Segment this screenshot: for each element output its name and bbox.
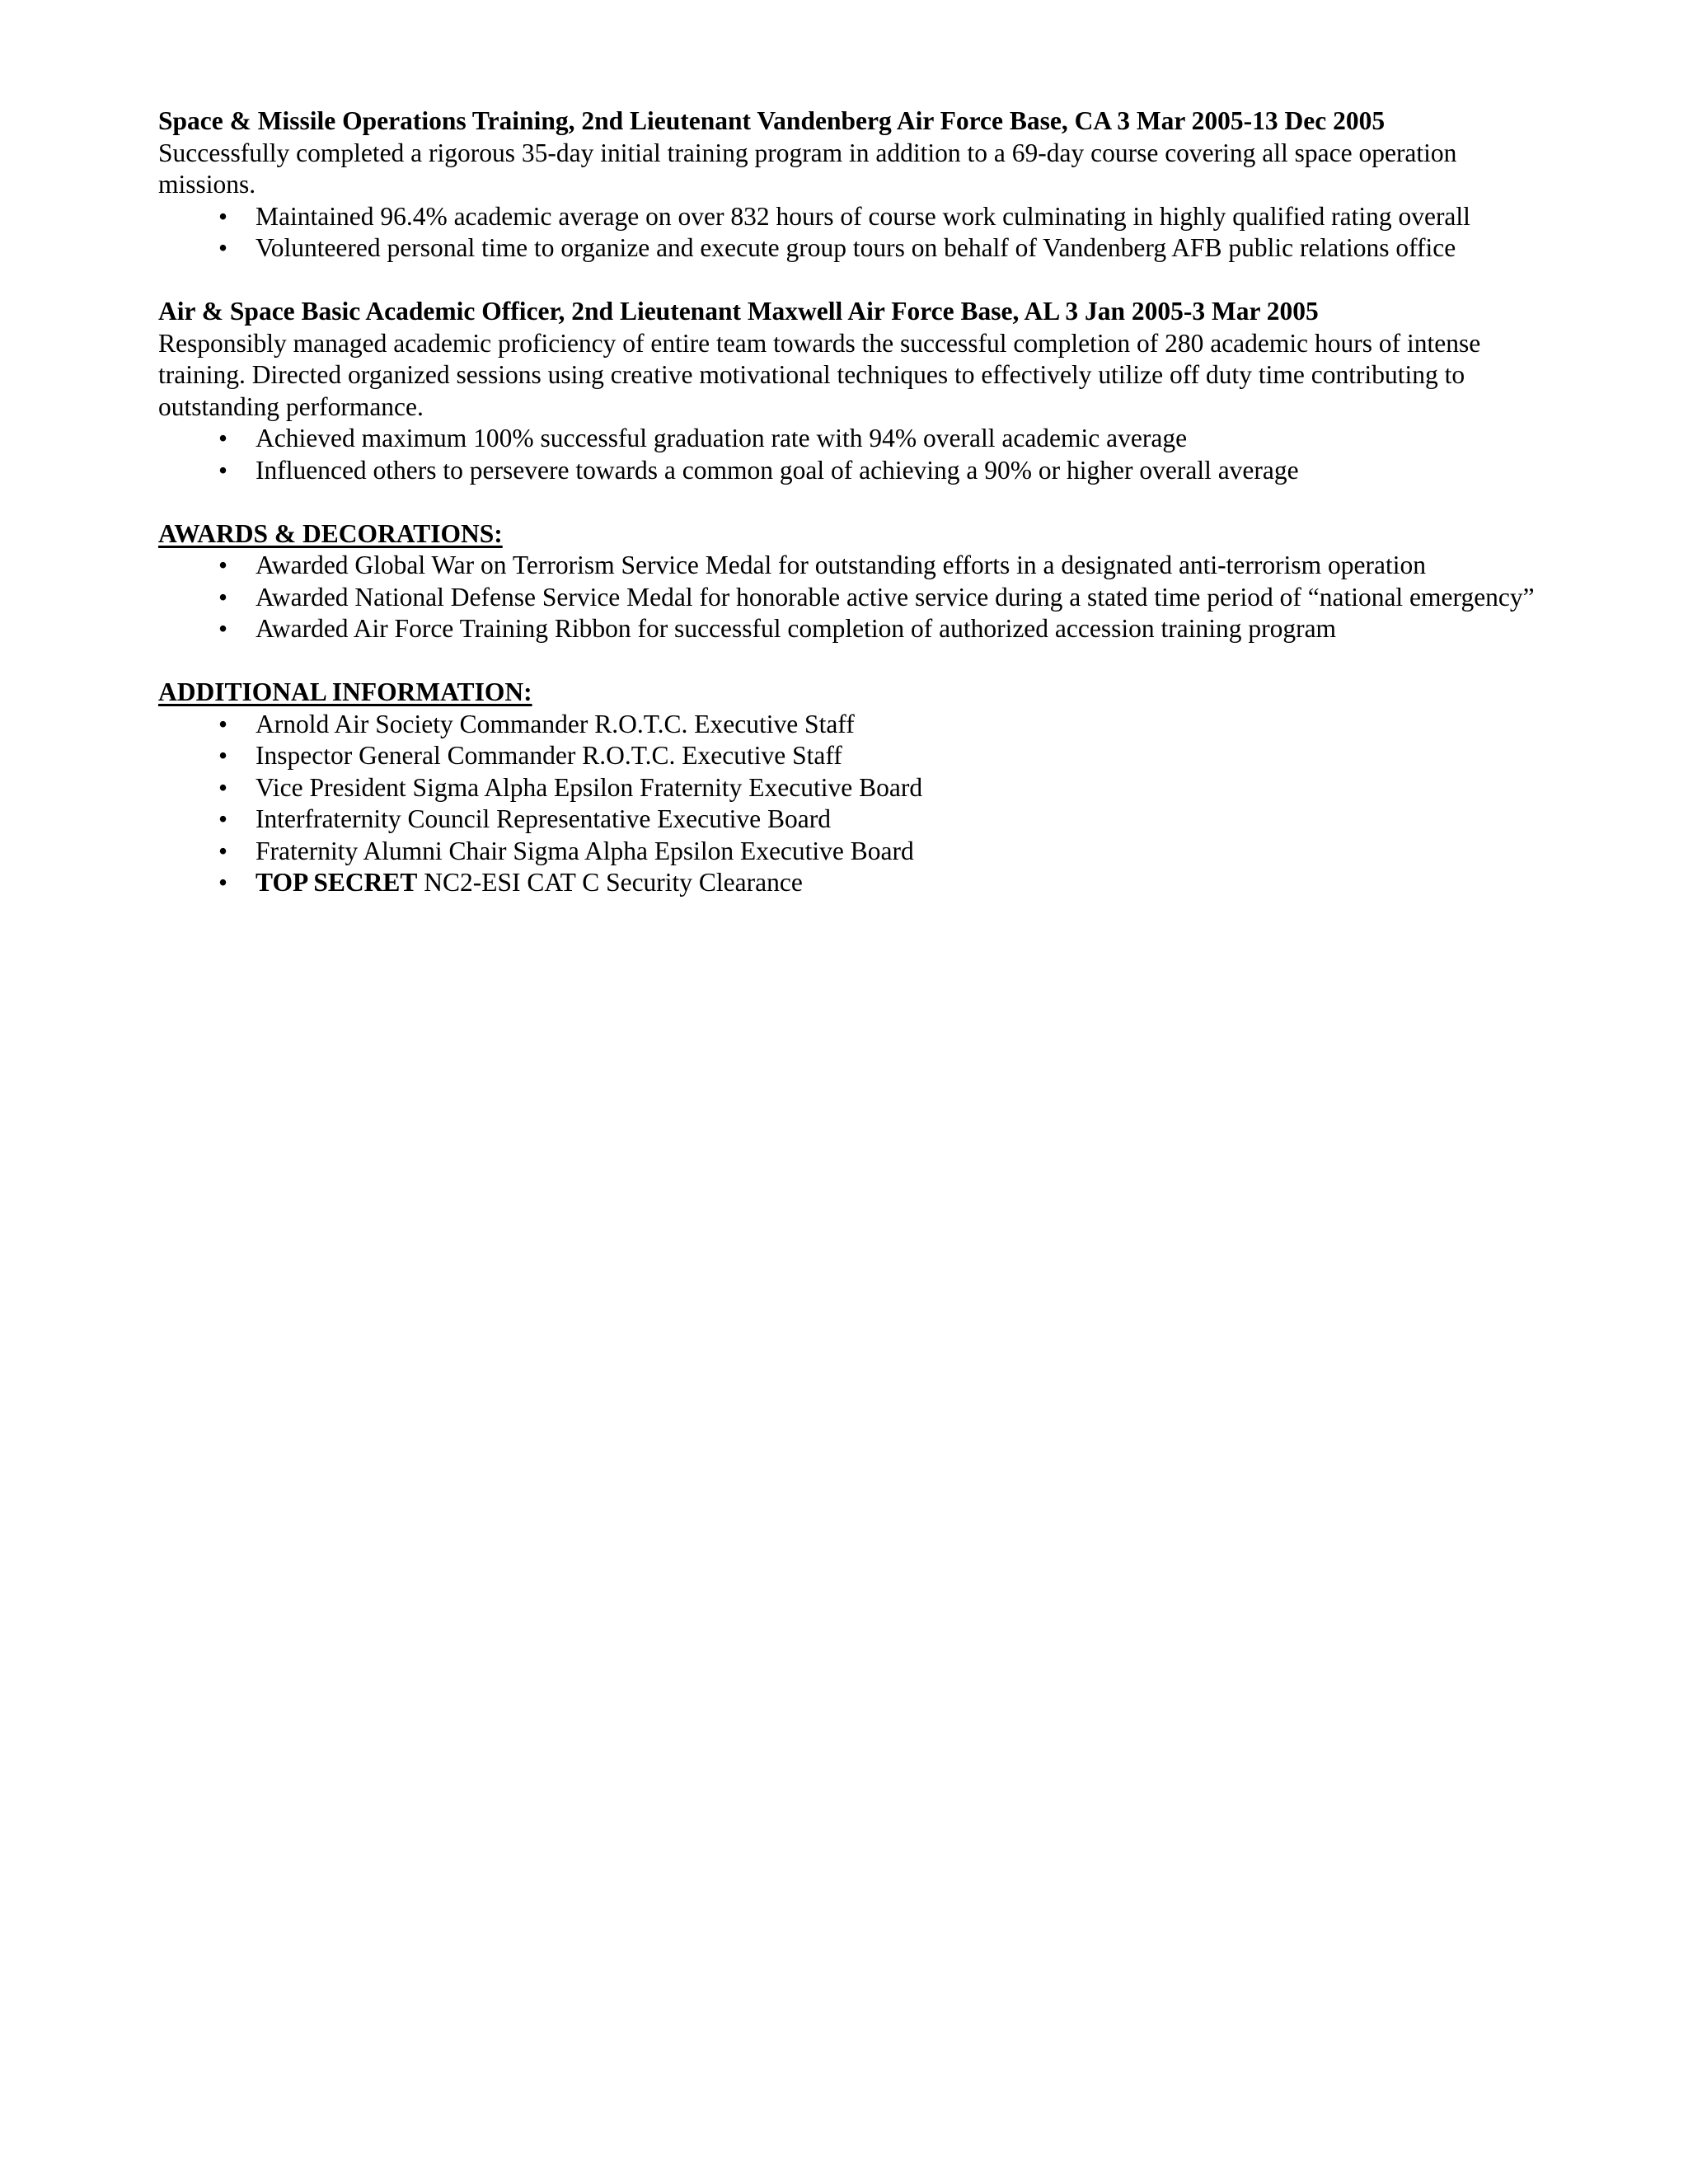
list-item [218,836,1543,868]
list-item-text: Influenced others to persevere towards a common goal of achieving a 90% or higher overall average [256,455,1299,485]
awards-section [158,518,1543,645]
bullet-icon: • [218,741,228,770]
list-item [218,550,1543,582]
entry-bullet-list [158,201,1543,265]
clearance-level: TOP SECRET [256,868,418,897]
additional-info-section [158,677,1543,899]
list-item [218,582,1543,614]
list-item-text: Awarded Global War on Terrorism Service Medal for outstanding efforts in a designated anti-terrorism operation [256,551,1426,579]
list-item-text: Volunteered personal time to organize and execute group tours on behalf of Vandenberg AFB public relations office [256,233,1456,262]
resume-page [158,105,1543,930]
list-item-text: Achieved maximum 100% successful graduation rate with 94% overall academic average [256,424,1188,452]
list-item [218,201,1543,233]
bullet-icon: • [218,455,228,485]
list-item [218,772,1543,804]
clearance-description: NC2-ESI CAT C Security Clearance [417,868,803,897]
list-item [218,423,1543,455]
section-heading-awards: AWARDS & DECORATIONS: [158,518,503,548]
experience-entry-air-space-basic [158,296,1543,486]
list-item [218,804,1543,836]
list-item-text: Arnold Air Society Commander R.O.T.C. Executive Staff [256,709,855,738]
entry-heading: Air & Space Basic Academic Officer, 2nd Lieutenant Maxwell Air Force Base, AL 3 Jan 2005-3 Mar 2005 [158,297,1319,326]
bullet-icon: • [218,709,228,738]
bullet-icon: • [218,614,228,643]
list-item-text: Awarded Air Force Training Ribbon for successful completion of authorized accession training program [256,614,1337,643]
entry-summary: Successfully completed a rigorous 35-day initial training program in addition to a 69-day course covering all space operation missions. [158,138,1457,199]
bullet-icon: • [218,804,228,833]
awards-bullet-list [158,550,1543,645]
list-item [218,455,1543,487]
bullet-icon: • [218,233,228,262]
section-heading-additional: ADDITIONAL INFORMATION: [158,677,532,706]
bullet-icon: • [218,201,228,231]
bullet-icon: • [218,551,228,579]
list-item-clearance [218,867,1543,899]
bullet-icon: • [218,772,228,802]
list-item [218,232,1543,265]
bullet-icon: • [218,836,228,865]
list-item-text: Maintained 96.4% academic average on over 832 hours of course work culminating in highly qualified rating overall [256,201,1470,231]
list-item-text: Fraternity Alumni Chair Sigma Alpha Epsilon Executive Board [256,836,914,865]
experience-entry-space-missile [158,105,1543,265]
bullet-icon: • [218,582,228,612]
additional-bullet-list [158,709,1543,899]
list-item-text: Vice President Sigma Alpha Epsilon Fraternity Executive Board [256,772,923,802]
bullet-icon: • [218,424,228,452]
list-item [218,613,1543,645]
list-item-text: Inspector General Commander R.O.T.C. Executive Staff [256,741,842,770]
bullet-icon: • [218,868,228,897]
list-item-text: Awarded National Defense Service Medal for honorable active service during a stated time period of “national emergency” [256,582,1535,612]
list-item-text: Interfraternity Council Representative Executive Board [256,804,831,833]
entry-bullet-list [158,423,1543,486]
entry-heading: Space & Missile Operations Training, 2nd Lieutenant Vandenberg Air Force Base, CA 3 Mar 2005-13 Dec 2005 [158,106,1386,135]
list-item [218,709,1543,741]
entry-summary: Responsibly managed academic proficiency of entire team towards the successful completion of 280 academic hours of intense training. Directed organized sessions using creative motivational techniques to effectively utilize off duty time contributing to outstanding performance. [158,328,1481,421]
list-item [218,740,1543,772]
